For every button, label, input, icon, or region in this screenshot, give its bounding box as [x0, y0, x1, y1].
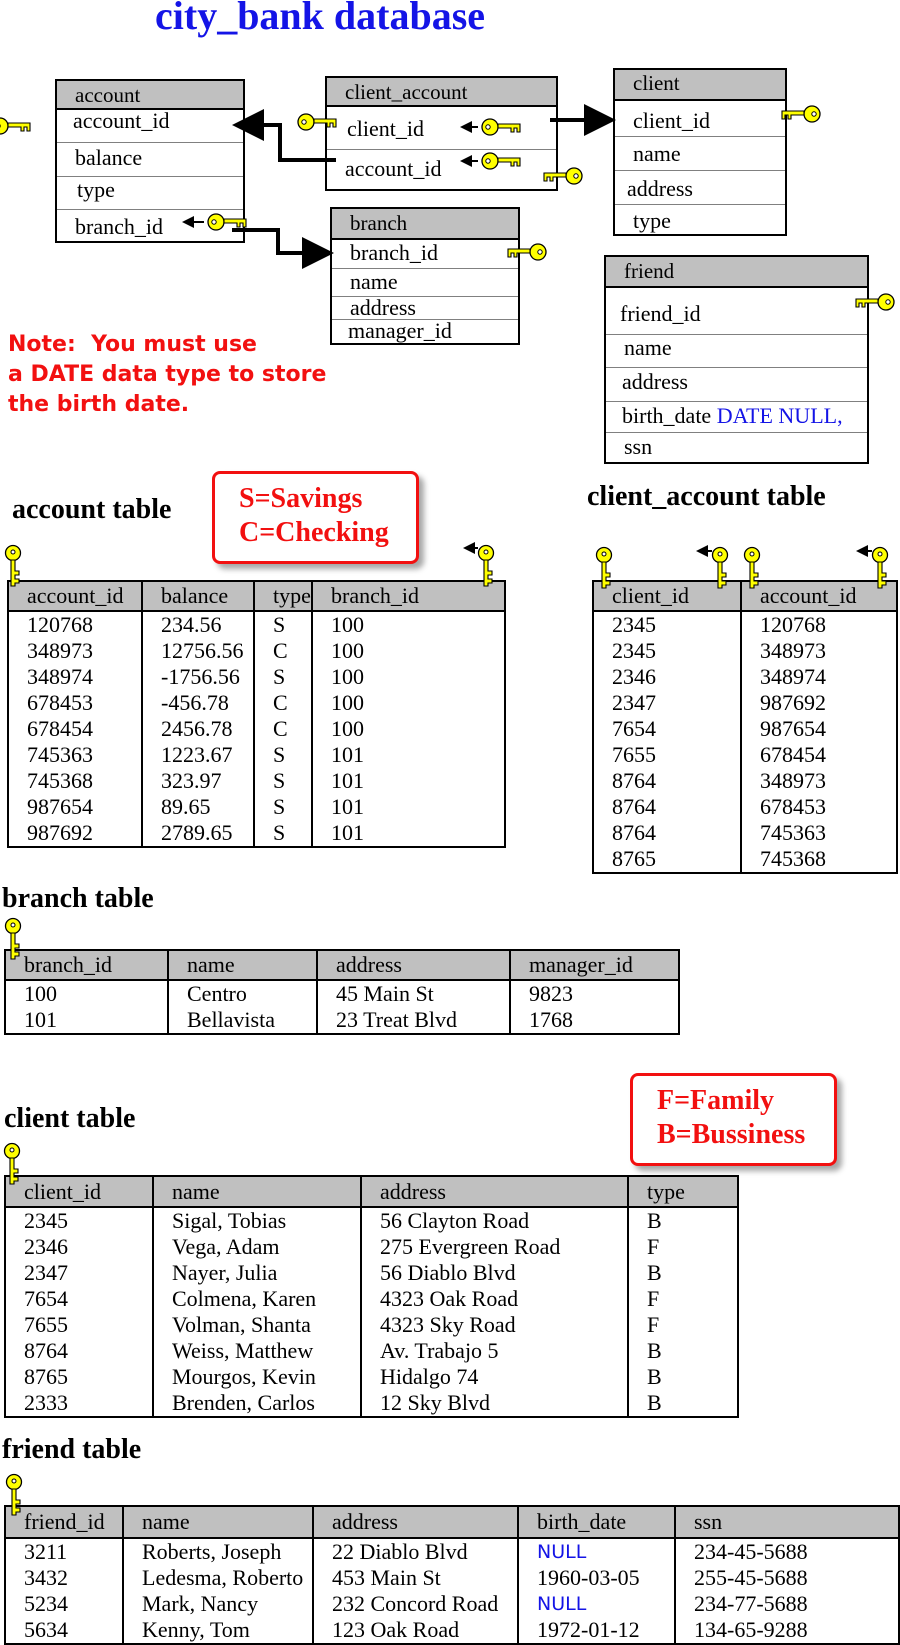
table-cell: NULL [518, 1591, 675, 1617]
table-cell: S [254, 664, 312, 690]
table-cell: 1960-03-05 [518, 1565, 675, 1591]
primary-key-icon [782, 106, 820, 122]
table-cell: 100 [331, 664, 364, 689]
table-cell: B [647, 1390, 662, 1415]
table-cell: Hidalgo 74 [361, 1364, 628, 1390]
branch-table [4, 949, 680, 1035]
table-row [593, 716, 897, 742]
table-cell: 101 [331, 794, 364, 819]
table-cell: 348973 [760, 768, 826, 793]
entity-field: branch_id [75, 214, 163, 239]
table-cell: C [254, 716, 312, 742]
table-cell: 2333 [5, 1390, 153, 1417]
entity-field: birth_date [622, 403, 712, 428]
column-header: address [313, 1506, 518, 1538]
account-table-title: account table [12, 494, 172, 525]
table-cell: 4323 Sky Road [361, 1312, 628, 1338]
table-cell: F [647, 1234, 660, 1259]
client-type-legend [630, 1073, 837, 1166]
table-cell: 8764 [593, 768, 741, 794]
entity-field: client_id [347, 116, 424, 141]
friend-table [4, 1505, 900, 1645]
table-cell: 348973 [760, 638, 826, 663]
client-account-table-title: client_account table [587, 481, 826, 512]
table-cell: F [647, 1312, 660, 1337]
note-line: a DATE data type to store [8, 362, 327, 387]
entity-field: balance [75, 145, 143, 170]
table-cell: 348973 [8, 638, 142, 664]
table-cell: 323.97 [142, 768, 254, 794]
table-cell: 1972-01-12 [518, 1617, 675, 1644]
table-cell: 745363 [760, 820, 826, 845]
table-cell: NULL [518, 1538, 675, 1565]
table-row [5, 1617, 899, 1644]
table-cell: 101 [331, 742, 364, 767]
table-cell: 4323 Oak Road [361, 1286, 628, 1312]
header-row [5, 1506, 899, 1538]
table-cell: S [254, 611, 312, 638]
table-row [8, 611, 505, 638]
entity-friend [604, 255, 869, 464]
entity-branch [330, 207, 520, 345]
table-cell: 100 [331, 612, 364, 637]
table-cell: 987654 [8, 794, 142, 820]
table-cell: 2345 [593, 611, 741, 638]
legend-item: F=Family [657, 1085, 775, 1116]
table-cell: 678453 [760, 794, 826, 819]
table-row [593, 768, 897, 794]
table-row [8, 664, 505, 690]
entity-account [55, 79, 245, 243]
column-header: client_id [593, 581, 741, 611]
table-cell: S [254, 820, 312, 847]
legend-item: C=Checking [239, 517, 389, 548]
table-cell: Av. Trabajo 5 [361, 1338, 628, 1364]
fk-arrow-account-to-branch [232, 230, 330, 253]
entity-field: address [622, 369, 688, 394]
table-cell: 745368 [760, 846, 826, 871]
table-cell: 2347 [5, 1260, 153, 1286]
header-row [8, 581, 505, 611]
table-row [593, 794, 897, 820]
table-row [593, 846, 897, 873]
table-cell: 7654 [5, 1286, 153, 1312]
table-cell: 453 Main St [313, 1565, 518, 1591]
client-table [4, 1175, 739, 1418]
table-cell: C [254, 638, 312, 664]
column-header: account_id [8, 581, 142, 611]
table-cell: B [647, 1364, 662, 1389]
table-row [8, 742, 505, 768]
table-cell: 2347 [593, 690, 741, 716]
table-cell: 987692 [760, 690, 826, 715]
table-cell: 100 [331, 638, 364, 663]
column-header: type [254, 581, 312, 611]
table-cell: S [254, 742, 312, 768]
table-cell: Mark, Nancy [123, 1591, 313, 1617]
table-cell: 987692 [8, 820, 142, 847]
table-row [5, 1312, 738, 1338]
table-cell: 2345 [5, 1207, 153, 1234]
table-cell: 89.65 [142, 794, 254, 820]
table-cell: Ledesma, Roberto [123, 1565, 313, 1591]
table-row [5, 1538, 899, 1565]
table-cell: 678454 [760, 742, 826, 767]
entity-field: address [627, 176, 693, 201]
table-row [8, 794, 505, 820]
table-cell: 2456.78 [142, 716, 254, 742]
entity-header: client [615, 70, 785, 101]
table-cell: Weiss, Matthew [153, 1338, 361, 1364]
table-cell: 8765 [5, 1364, 153, 1390]
table-cell: 7655 [5, 1312, 153, 1338]
table-cell: Colmena, Karen [153, 1286, 361, 1312]
entity-field: name [624, 335, 672, 360]
legend-item: S=Savings [239, 483, 363, 514]
entity-field: client_id [633, 108, 710, 133]
account-type-legend [212, 471, 419, 564]
entity-header: account [57, 81, 243, 110]
table-row [8, 690, 505, 716]
table-row [8, 638, 505, 664]
table-cell: 23 Treat Blvd [317, 1007, 510, 1034]
column-header: ssn [675, 1506, 899, 1538]
table-row [593, 611, 897, 638]
table-cell: 745363 [8, 742, 142, 768]
header-row [5, 1176, 738, 1207]
table-cell: Bellavista [168, 1007, 317, 1034]
account-table [7, 580, 506, 848]
friend-table-title: friend table [2, 1434, 142, 1465]
entity-field: type [633, 208, 671, 233]
table-cell: 987654 [760, 716, 826, 741]
table-cell: 5234 [5, 1591, 123, 1617]
header-row [593, 581, 897, 611]
legend-item: B=Bussiness [657, 1119, 806, 1150]
column-header: name [123, 1506, 313, 1538]
table-cell: Centro [168, 980, 317, 1007]
column-header: branch_id [5, 950, 168, 980]
table-row [5, 1390, 738, 1417]
entity-field: ssn [624, 434, 653, 459]
table-cell: 745368 [8, 768, 142, 794]
table-cell: -1756.56 [142, 664, 254, 690]
table-cell: 8764 [593, 820, 741, 846]
table-cell: C [254, 690, 312, 716]
entity-field: name [633, 141, 681, 166]
table-row [5, 1364, 738, 1390]
table-row [5, 1007, 679, 1034]
column-header: manager_id [510, 950, 679, 980]
note-line: Note: You must use [8, 332, 257, 357]
table-cell: 2345 [593, 638, 741, 664]
table-cell: 348974 [760, 664, 826, 689]
column-header: type [628, 1176, 738, 1207]
table-cell: 678453 [8, 690, 142, 716]
table-row [593, 742, 897, 768]
column-header: birth_date [518, 1506, 675, 1538]
table-cell: 234-45-5688 [694, 1539, 808, 1564]
column-header: name [153, 1176, 361, 1207]
table-cell: 8764 [5, 1338, 153, 1364]
table-cell: 100 [331, 690, 364, 715]
entity-field: friend_id [620, 301, 701, 326]
table-cell: 12 Sky Blvd [361, 1390, 628, 1417]
table-row [593, 690, 897, 716]
entity-header: friend [606, 257, 867, 288]
entity-field: type [77, 177, 115, 202]
table-cell: Kenny, Tom [123, 1617, 313, 1644]
table-cell: 232 Concord Road [313, 1591, 518, 1617]
birth-date-type: DATE NULL, [716, 403, 843, 428]
table-row [5, 980, 679, 1007]
table-cell: B [647, 1208, 662, 1233]
table-cell: 3211 [5, 1538, 123, 1565]
table-cell: 22 Diablo Blvd [313, 1538, 518, 1565]
table-cell: S [254, 768, 312, 794]
entity-client-account [325, 76, 558, 191]
column-header: account_id [741, 581, 897, 611]
table-cell: 2789.65 [142, 820, 254, 847]
entity-field: account_id [345, 156, 442, 181]
table-row [8, 820, 505, 847]
table-cell: B [647, 1338, 662, 1363]
table-cell: 1223.67 [142, 742, 254, 768]
column-header: name [168, 950, 317, 980]
table-cell: 275 Evergreen Road [361, 1234, 628, 1260]
entity-field: account_id [73, 108, 170, 133]
table-cell: 3432 [5, 1565, 123, 1591]
table-cell: 123 Oak Road [313, 1617, 518, 1644]
table-cell: 100 [5, 980, 168, 1007]
column-header: balance [142, 581, 254, 611]
table-cell: -456.78 [142, 690, 254, 716]
note [8, 330, 326, 420]
table-row [5, 1207, 738, 1234]
note-line: the birth date. [8, 392, 190, 417]
table-cell: 7654 [593, 716, 741, 742]
client-table-title: client table [4, 1103, 136, 1134]
table-cell: 678454 [8, 716, 142, 742]
table-cell: Brenden, Carlos [153, 1390, 361, 1417]
table-row [593, 664, 897, 690]
table-cell: 2346 [593, 664, 741, 690]
table-cell: 100 [331, 716, 364, 741]
entity-header: client_account [327, 78, 556, 107]
branch-table-title: branch table [2, 883, 154, 914]
table-cell: 255-45-5688 [694, 1565, 808, 1590]
table-cell: Nayer, Julia [153, 1260, 361, 1286]
table-cell: 2346 [5, 1234, 153, 1260]
column-header: address [361, 1176, 628, 1207]
column-header: address [317, 950, 510, 980]
table-cell: 234-77-5688 [694, 1591, 808, 1616]
table-row [5, 1591, 899, 1617]
table-cell: 56 Diablo Blvd [361, 1260, 628, 1286]
entity-header: branch [332, 209, 518, 240]
table-cell: Mourgos, Kevin [153, 1364, 361, 1390]
entity-field: address [350, 295, 416, 320]
column-header: branch_id [312, 581, 505, 611]
entity-client [613, 68, 787, 236]
fk-arrow-client-account-to-account [236, 125, 336, 160]
table-cell: F [647, 1286, 660, 1311]
primary-key-icon [0, 118, 30, 134]
table-row [5, 1565, 899, 1591]
header-row [5, 950, 679, 980]
table-cell: 9823 [529, 981, 573, 1006]
table-cell: 7655 [593, 742, 741, 768]
column-header: client_id [5, 1176, 153, 1207]
table-cell: Vega, Adam [153, 1234, 361, 1260]
table-row [593, 820, 897, 846]
table-cell: 1768 [529, 1007, 573, 1032]
table-row [593, 638, 897, 664]
table-cell: 8764 [593, 794, 741, 820]
table-row [5, 1234, 738, 1260]
entity-field: manager_id [348, 318, 452, 343]
table-cell: Roberts, Joseph [123, 1538, 313, 1565]
table-cell: 12756.56 [142, 638, 254, 664]
diagram-title: city_bank database [155, 0, 486, 38]
table-cell: 56 Clayton Road [361, 1207, 628, 1234]
table-row [8, 716, 505, 742]
table-cell: 120768 [8, 611, 142, 638]
table-cell: 101 [331, 768, 364, 793]
table-cell: Volman, Shanta [153, 1312, 361, 1338]
entity-field: name [350, 269, 398, 294]
table-cell: 5634 [5, 1617, 123, 1644]
table-row [5, 1338, 738, 1364]
table-row [5, 1286, 738, 1312]
table-row [8, 768, 505, 794]
table-cell: 101 [331, 820, 364, 845]
table-cell: 101 [5, 1007, 168, 1034]
table-cell: Sigal, Tobias [153, 1207, 361, 1234]
table-cell: B [647, 1260, 662, 1285]
table-cell: 120768 [760, 612, 826, 637]
column-header: friend_id [5, 1506, 123, 1538]
table-row [5, 1260, 738, 1286]
client-account-table [592, 580, 898, 874]
table-cell: 234.56 [142, 611, 254, 638]
table-cell: 348974 [8, 664, 142, 690]
table-cell: 134-65-9288 [694, 1617, 808, 1642]
table-cell: S [254, 794, 312, 820]
entity-field: branch_id [350, 240, 438, 265]
table-cell: 8765 [593, 846, 741, 873]
table-cell: 45 Main St [317, 980, 510, 1007]
